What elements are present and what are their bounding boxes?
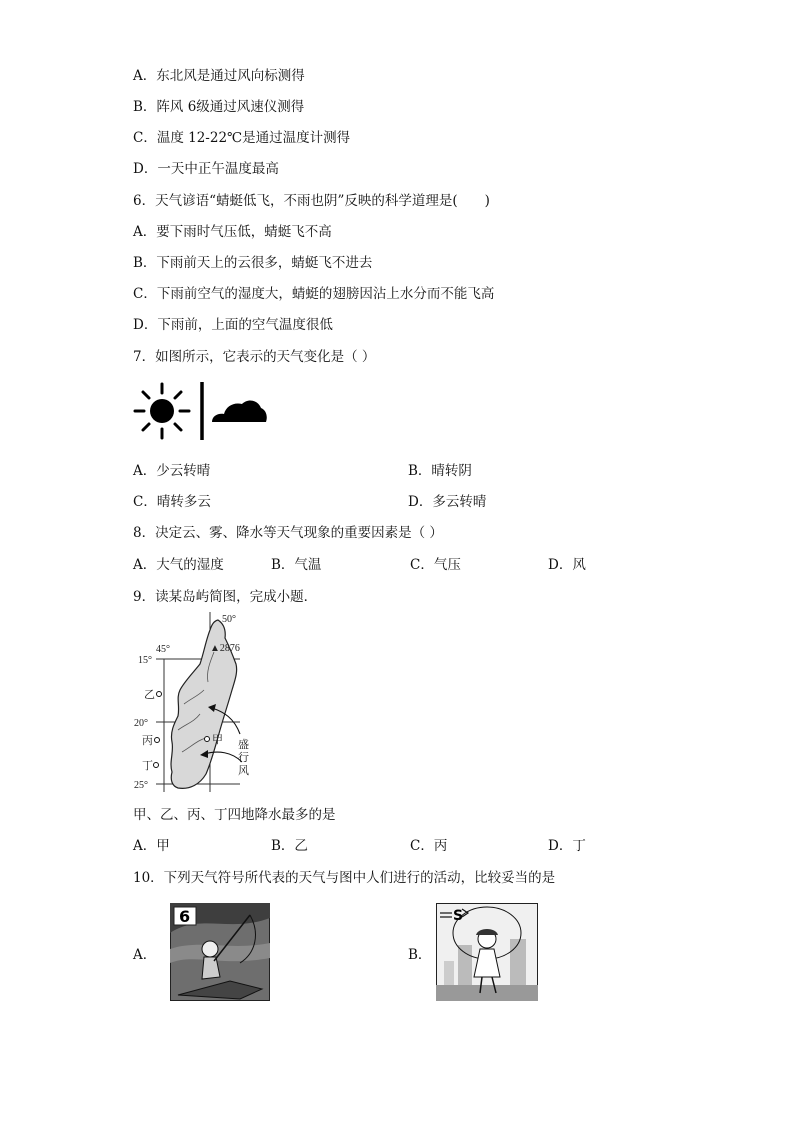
q9-option-d: D．丁 (548, 838, 586, 854)
q8-option-c: C．气压 (410, 557, 461, 573)
q6-option-d: D．下雨前，上面的空气温度很低 (133, 317, 333, 333)
q9-option-a: A．甲 (133, 838, 170, 854)
cloud-icon (212, 401, 267, 422)
q5-option-c: C．温度 12-22℃是通过温度计测得 (133, 130, 351, 146)
lon-label-50: 50° (222, 614, 236, 625)
lon-label-45: 45° (156, 644, 170, 655)
q5-option-b: B．阵风 6级通过风速仪测得 (133, 99, 305, 115)
weather-symbol-gale: 6 (179, 907, 191, 926)
wind-label-1: 盛 (238, 739, 249, 751)
q10-image-b (436, 903, 538, 1001)
lat-label-20: 20° (134, 718, 148, 729)
q6-option-a: A．要下雨时气压低，蜻蜓飞不高 (133, 224, 332, 240)
wind-label-3: 风 (238, 765, 249, 777)
q9-option-c: C．丙 (410, 838, 448, 854)
q7-option-c: C．晴转多云 (133, 494, 211, 510)
q9-option-b: B．乙 (271, 838, 308, 854)
lat-label-25: 25° (134, 780, 148, 791)
q10-option-b-label: B． (408, 947, 432, 963)
q5-option-a: A．东北风是通过风向标测得 (133, 68, 305, 84)
q8-option-b: B．气温 (271, 557, 322, 573)
wind-label-2: 行 (238, 752, 249, 764)
lat-label-15: 15° (138, 655, 152, 666)
q7-weather-figure (132, 380, 272, 442)
place-jia: 甲 (212, 734, 223, 746)
place-bing: 丙 (142, 735, 153, 747)
q8-option-a: A．大气的湿度 (133, 557, 224, 573)
q7-option-a: A．少云转晴 (133, 463, 211, 479)
peak-label: ▲2876 (210, 643, 240, 654)
q6-option-b: B．下雨前天上的云很多，蜻蜓飞不进去 (133, 255, 373, 271)
sun-icon (135, 384, 189, 438)
q10-option-a-label: A． (133, 947, 157, 963)
q6-stem: 6．天气谚语“蜻蜓低飞，不雨也阴”反映的科学道理是( ) (133, 193, 490, 209)
place-yi: 乙 (144, 689, 155, 701)
q9-stem: 9．读某岛屿简图，完成小题． (133, 589, 318, 605)
weather-symbol-wind: S (453, 908, 464, 924)
q6-option-c: C．下雨前空气的湿度大，蜻蜓的翅膀因沾上水分而不能飞高 (133, 286, 495, 302)
q10-image-a (170, 903, 270, 1001)
q7-option-d: D．多云转晴 (408, 494, 487, 510)
q10-stem: 10．下列天气符号所代表的天气与图中人们进行的活动，比较妥当的是 (133, 870, 556, 886)
q8-option-d: D．风 (548, 557, 586, 573)
q9-sub-question: 甲、乙、丙、丁四地降水最多的是 (133, 807, 336, 823)
q5-option-d: D．一天中正午温度最高 (133, 161, 279, 177)
q9-island-map (132, 612, 257, 797)
q7-option-b: B．晴转阴 (408, 463, 472, 479)
q8-stem: 8．决定云、雾、降水等天气现象的重要因素是（ ） (133, 525, 443, 541)
place-ding: 丁 (142, 760, 153, 772)
q7-stem: 7．如图所示，它表示的天气变化是（ ） (133, 349, 376, 365)
